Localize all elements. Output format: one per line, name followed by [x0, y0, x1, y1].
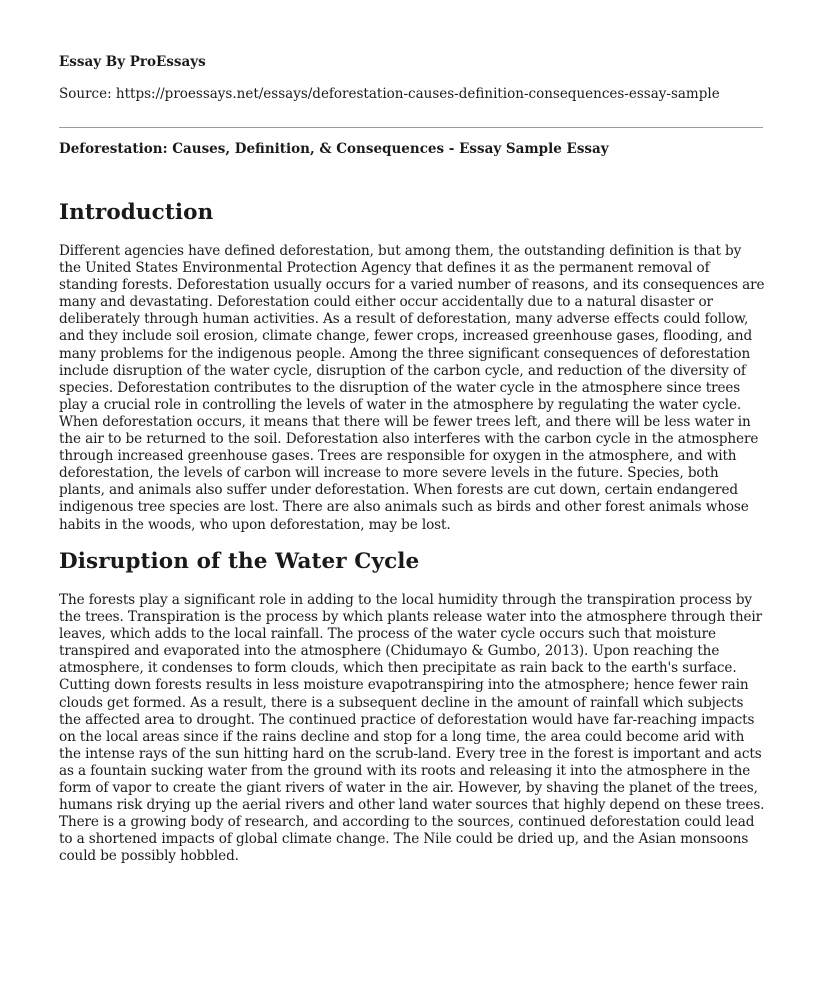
section-heading-water-cycle: Disruption of the Water Cycle — [59, 549, 420, 574]
source-url[interactable]: https://proessays.net/essays/deforestation-causes-definition-consequences-essay-sample — [115, 86, 720, 102]
section-body-introduction: Different agencies have defined deforestation, but among them, the outstanding definition is that by the United States Environmental Protection Agency that defines it as the permanent removal of standing forests. Deforestation usually occurs for a varied number of reasons, and its consequences are many and devastating. Deforestation could either occur accidentally due to a natural disaster or deliberately through human activities. As a result of deforestation, many adverse effects could follow, and they include soil erosion, climate change, fewer crops, increased greenhouse gases, flooding, and many problems for the indigenous people. Among the three significant consequences of deforestation include disruption of the water cycle, disruption of the carbon cycle, and reduction of the diversity of species. Deforestation contributes to the disruption of the water cycle in the atmosphere since trees play a crucial role in controlling the levels of water in the atmosphere by regulating the water cycle. When deforestation occurs, it means that there will be fewer trees left, and there will be less water in the air to be returned to the soil. Deforestation also interferes with the carbon cycle in the atmosphere through increased greenhouse gases. Trees are responsible for oxygen in the atmosphere, and with deforestation, the levels of carbon will increase to more severe levels in the future. Species, both plants, and animals also suffer under deforestation. When forests are cut down, certain endangered indigenous tree species are lost. There are also animals such as birds and other forest animals whose habits in the woods, who upon deforestation, may be lost. — [59, 243, 765, 533]
source-line — [59, 86, 720, 102]
section-body-water-cycle: The forests play a significant role in adding to the local humidity through the transpiration process by the trees. Transpiration is the process by which plants release water into the atmosphere through their leaves, which adds to the local rainfall. The process of the water cycle occurs such that moisture transpired and evaporated into the atmosphere (Chidumayo & Gumbo, 2013). Upon reaching the atmosphere, it condenses to form clouds, which then precipitate as rain back to the earth's surface. Cutting down forests results in less moisture evapotranspiring into the atmosphere; hence fewer rain clouds get formed. As a result, there is a subsequent decline in the amount of rainfall which subjects the affected area to drought. The continued practice of deforestation would have far-reaching impacts on the local areas since if the rains decline and stop for a long time, the area could become arid with the intense rays of the sun hitting hard on the scrub-land. Every tree in the forest is important and acts as a fountain sucking water from the ground with its roots and releasing it into the atmosphere in the form of vapor to create the giant rivers of water in the air. However, by shaving the planet of the trees, humans risk drying up the aerial rivers and other land water sources that highly depend on these trees. There is a growing body of research, and according to the sources, continued deforestation could lead to a shortened impacts of global climate change. The Nile could be dried up, and the Asian monsoons could be possibly hobbled. — [59, 592, 765, 865]
document-title: Deforestation: Causes, Definition, & Consequences - Essay Sample Essay — [59, 141, 609, 157]
essay-byline: Essay By ProEssays — [59, 54, 206, 70]
source-label: Source: — [59, 86, 112, 102]
section-heading-introduction: Introduction — [59, 200, 214, 225]
header-divider — [59, 127, 763, 128]
